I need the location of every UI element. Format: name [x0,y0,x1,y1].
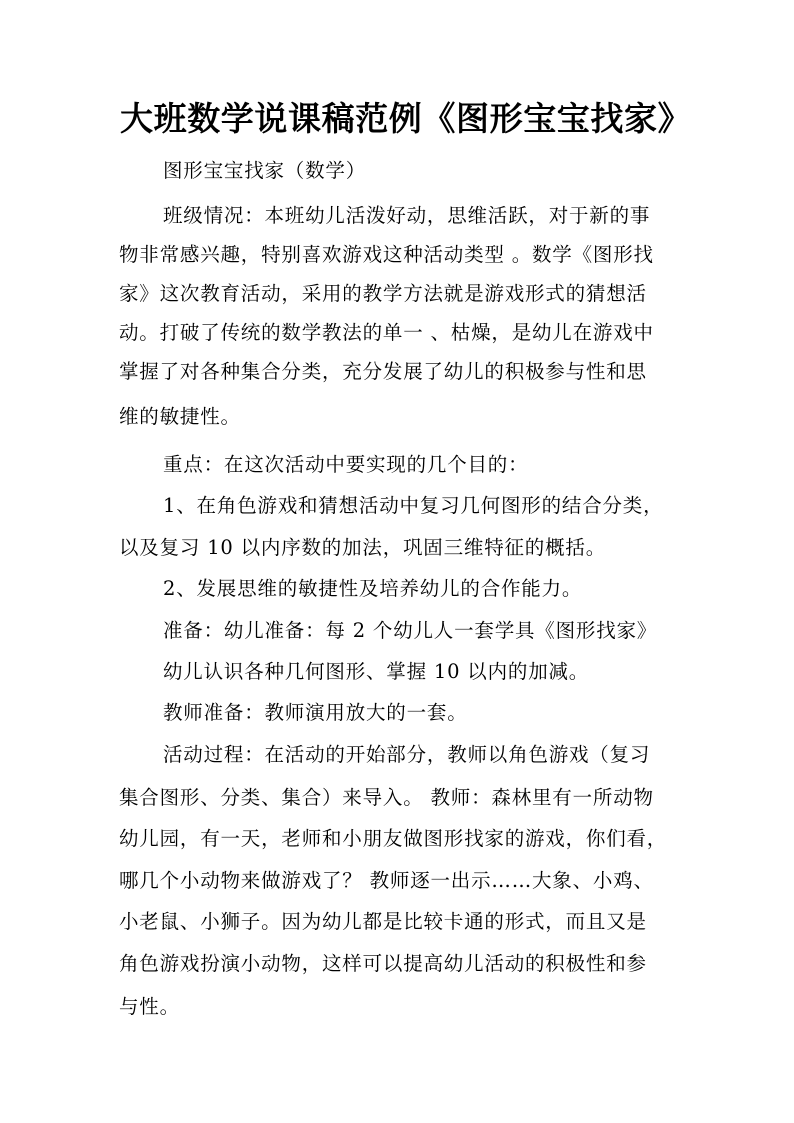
paragraph-line: 教师准备：教师演用放大的一套。 [163,701,468,724]
paragraph-line: 幼儿认识各种几何图形、掌握 10 以内的加减。 [163,660,590,683]
paragraph-line: 重点：在这次活动中要实现的几个目的： [163,453,529,476]
paragraph-line: 集合图形、分类、集合）来导入。 教师：森林里有一所动物 [119,786,654,809]
section-heading: 图形宝宝找家（数学） [163,159,367,182]
paragraph-line: 角色游戏扮演小动物，这样可以提高幼儿活动的积极性和参 [119,952,647,975]
paragraph-line: 幼儿园，有一天，老师和小朋友做图形找家的游戏，你们看， [119,827,668,850]
paragraph-line: 2、发展思维的敏捷性及培养幼儿的合作能力。 [163,577,583,600]
paragraph-line: 与性。 [119,995,180,1018]
paragraph-line: 哪几个小动物来做游戏了？ 教师逐一出示……大象、小鸡、 [119,869,654,892]
paragraph-line: 准备：幼儿准备：每 2 个幼儿人一套学具《图形找家》 [163,619,658,642]
paragraph-line: 掌握了对各种集合分类，充分发展了幼儿的积极参与性和思 [119,360,647,383]
paragraph-line: 家》这次教育活动，采用的教学方法就是游戏形式的猜想活 [119,282,647,305]
paragraph-line: 活动过程：在活动的开始部分，教师以角色游戏（复习 [163,743,651,766]
paragraph-line: 动。打破了传统的数学教法的单一 、枯燥，是幼儿在游戏中 [119,321,654,344]
paragraph-line: 1、在角色游戏和猜想活动中复习几何图形的结合分类， [163,494,664,517]
paragraph-line: 物非常感兴趣，特别喜欢游戏这种活动类型 。数学《图形找 [119,243,654,266]
paragraph-line: 以及复习 10 以内序数的加法，巩固三维特征的概括。 [119,536,607,559]
document-title: 大班数学说课稿范例《图形宝宝找家》 [120,99,692,138]
paragraph-line: 班级情况：本班幼儿活泼好动，思维活跃，对于新的事 [163,204,651,227]
paragraph-line: 小老鼠、小狮子。因为幼儿都是比较卡通的形式，而且又是 [119,910,647,933]
paragraph-line: 维的敏捷性。 [119,405,241,428]
